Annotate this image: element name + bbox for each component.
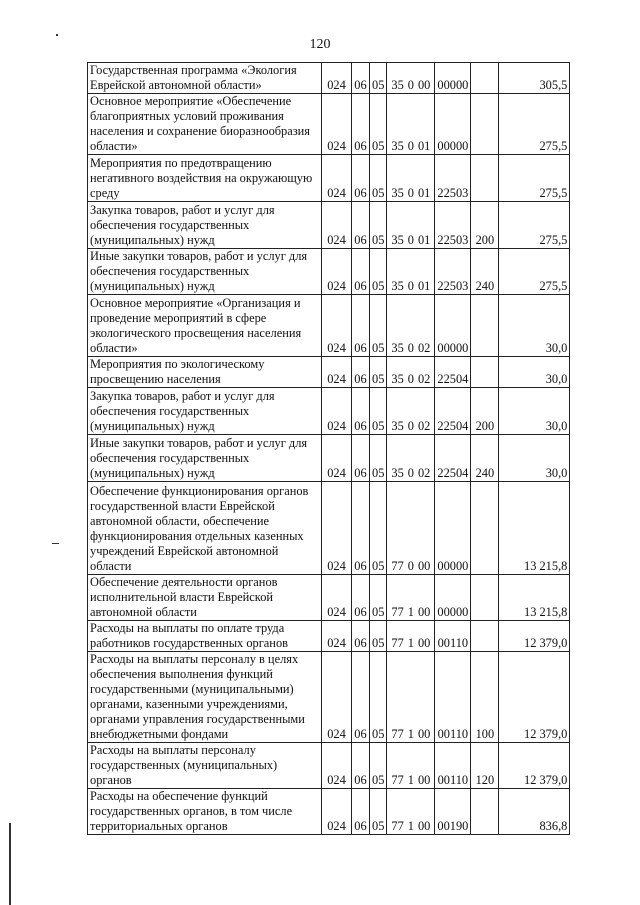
budget-table <box>87 62 570 835</box>
expense-type-cell <box>471 155 499 202</box>
description-text: Закупка товаров, работ и услуг для обеспечения государственных (муниципальных) нужд <box>90 389 275 433</box>
ministry-code-cell: 024 <box>322 63 352 94</box>
ministry-code-cell: 024 <box>322 482 352 575</box>
section-code-cell: 06 <box>352 357 370 388</box>
table-row <box>88 482 570 575</box>
subsection-code-cell: 05 <box>370 743 387 789</box>
expense-type-cell <box>471 357 499 388</box>
program-code-part: 00 <box>417 773 431 787</box>
program-code-part: 77 <box>391 727 404 741</box>
expense-type-cell: 200 <box>471 202 499 249</box>
program-code-part: 35 <box>391 139 404 153</box>
description-text: Обеспечение деятельности органов исполнительной власти Еврейской автономной области <box>90 575 278 619</box>
description-cell <box>88 202 322 249</box>
expense-type-cell <box>471 482 499 575</box>
section-code-cell: 06 <box>352 743 370 789</box>
program-code-part: 00 <box>417 78 431 92</box>
amount-cell: 13 215,8 <box>499 575 570 621</box>
program-code-part: 0 <box>407 559 414 573</box>
amount-cell: 12 379,0 <box>499 652 570 743</box>
program-code-part: 00 <box>417 727 431 741</box>
program-code-cell <box>387 652 435 743</box>
description-text: Иные закупки товаров, работ и услуг для обеспечения государственных (муниципальных) нужд <box>90 436 308 480</box>
program-code-cell <box>387 295 435 357</box>
expense-type-cell: 240 <box>471 249 499 295</box>
program-code-part: 02 <box>417 341 431 355</box>
ministry-code-cell: 024 <box>322 202 352 249</box>
amount-cell: 13 215,8 <box>499 482 570 575</box>
expense-type-cell: 120 <box>471 743 499 789</box>
table-row <box>88 621 570 652</box>
description-cell <box>88 63 322 94</box>
program-code-part: 0 <box>407 139 414 153</box>
program-code-part: 0 <box>407 419 414 433</box>
item-code-cell: 00000 <box>435 575 471 621</box>
program-code-part: 0 <box>407 186 414 200</box>
program-code-part: 1 <box>407 727 414 741</box>
description-text: Мероприятия по предотвращению негативного воздействия на окружающую среду <box>90 156 313 200</box>
program-code-part: 35 <box>391 372 404 386</box>
program-code-part: 35 <box>391 78 404 92</box>
table-row <box>88 789 570 835</box>
ministry-code-cell: 024 <box>322 94 352 155</box>
amount-cell: 30,0 <box>499 388 570 435</box>
amount-cell: 30,0 <box>499 357 570 388</box>
description-text: Расходы на обеспечение функций государственных органов, в том числе территориальных органов <box>90 789 293 833</box>
table-row <box>88 575 570 621</box>
program-code-cell <box>387 63 435 94</box>
program-code-part: 1 <box>407 819 414 833</box>
program-code-part: 77 <box>391 819 404 833</box>
item-code-cell: 00110 <box>435 652 471 743</box>
program-code-part: 00 <box>417 636 431 650</box>
item-code-cell: 00190 <box>435 789 471 835</box>
program-code-part: 02 <box>417 419 431 433</box>
subsection-code-cell: 05 <box>370 435 387 482</box>
section-code-cell: 06 <box>352 202 370 249</box>
description-cell <box>88 435 322 482</box>
table-row <box>88 357 570 388</box>
description-cell <box>88 155 322 202</box>
amount-cell: 12 379,0 <box>499 621 570 652</box>
description-text: Основное мероприятие «Организация и проведение мероприятий в сфере экологического просвещения населения области» <box>90 296 302 355</box>
table-row <box>88 435 570 482</box>
program-code-part: 02 <box>417 466 431 480</box>
subsection-code-cell: 05 <box>370 202 387 249</box>
program-code-part: 35 <box>391 466 404 480</box>
expense-type-cell <box>471 789 499 835</box>
subsection-code-cell: 05 <box>370 388 387 435</box>
item-code-cell: 22503 <box>435 202 471 249</box>
description-cell <box>88 295 322 357</box>
section-code-cell: 06 <box>352 155 370 202</box>
description-text: Иные закупки товаров, работ и услуг для обеспечения государственных (муниципальных) нужд <box>90 249 308 293</box>
subsection-code-cell: 05 <box>370 94 387 155</box>
program-code-part: 0 <box>407 233 414 247</box>
ministry-code-cell: 024 <box>322 295 352 357</box>
ministry-code-cell: 024 <box>322 575 352 621</box>
table-row <box>88 652 570 743</box>
section-code-cell: 06 <box>352 295 370 357</box>
item-code-cell: 22503 <box>435 249 471 295</box>
ministry-code-cell: 024 <box>322 388 352 435</box>
program-code-part: 0 <box>407 78 414 92</box>
subsection-code-cell: 05 <box>370 357 387 388</box>
amount-cell: 275,5 <box>499 94 570 155</box>
program-code-part: 0 <box>407 372 414 386</box>
program-code-part: 1 <box>407 605 414 619</box>
program-code-part: 35 <box>391 341 404 355</box>
expense-type-cell <box>471 575 499 621</box>
table-row <box>88 202 570 249</box>
program-code-part: 35 <box>391 279 404 293</box>
amount-cell: 275,5 <box>499 202 570 249</box>
program-code-part: 0 <box>407 466 414 480</box>
item-code-cell: 22503 <box>435 155 471 202</box>
description-text: Расходы на выплаты персоналу в целях обеспечения выполнения функций государственными (муниципальными) органами, казенными учреждениями, органами управления государственными внебюджетными фондами <box>90 652 305 741</box>
description-cell <box>88 94 322 155</box>
table-row <box>88 94 570 155</box>
section-code-cell: 06 <box>352 388 370 435</box>
program-code-part: 0 <box>407 341 414 355</box>
description-cell <box>88 249 322 295</box>
item-code-cell: 22504 <box>435 357 471 388</box>
expense-type-cell <box>471 295 499 357</box>
section-code-cell: 06 <box>352 435 370 482</box>
description-cell <box>88 388 322 435</box>
program-code-cell <box>387 435 435 482</box>
ministry-code-cell: 024 <box>322 652 352 743</box>
program-code-cell <box>387 357 435 388</box>
table-row <box>88 249 570 295</box>
expense-type-cell: 100 <box>471 652 499 743</box>
description-text: Расходы на выплаты персоналу государственных (муниципальных) органов <box>90 743 278 787</box>
table-row <box>88 155 570 202</box>
item-code-cell: 22504 <box>435 388 471 435</box>
ministry-code-cell: 024 <box>322 435 352 482</box>
expense-type-cell <box>471 63 499 94</box>
section-code-cell: 06 <box>352 63 370 94</box>
table-row <box>88 388 570 435</box>
program-code-part: 77 <box>391 773 404 787</box>
page-number: 120 <box>309 37 331 52</box>
program-code-cell <box>387 249 435 295</box>
program-code-cell <box>387 155 435 202</box>
program-code-cell <box>387 388 435 435</box>
ministry-code-cell: 024 <box>322 743 352 789</box>
program-code-part: 00 <box>417 559 431 573</box>
table-row <box>88 743 570 789</box>
program-code-cell <box>387 482 435 575</box>
program-code-cell <box>387 743 435 789</box>
description-text: Закупка товаров, работ и услуг для обеспечения государственных (муниципальных) нужд <box>90 203 275 247</box>
program-code-cell <box>387 575 435 621</box>
program-code-part: 01 <box>417 139 431 153</box>
description-cell <box>88 357 322 388</box>
ministry-code-cell: 024 <box>322 357 352 388</box>
description-text: Основное мероприятие «Обеспечение благоприятных условий проживания населения и сохранение биоразнообразия области» <box>90 94 310 153</box>
subsection-code-cell: 05 <box>370 155 387 202</box>
program-code-part: 1 <box>407 773 414 787</box>
item-code-cell: 00000 <box>435 482 471 575</box>
scan-mark-left-edge <box>9 823 11 905</box>
amount-cell: 30,0 <box>499 295 570 357</box>
ministry-code-cell: 024 <box>322 249 352 295</box>
table-row <box>88 295 570 357</box>
subsection-code-cell: 05 <box>370 482 387 575</box>
description-cell <box>88 789 322 835</box>
subsection-code-cell: 05 <box>370 621 387 652</box>
amount-cell: 275,5 <box>499 249 570 295</box>
section-code-cell: 06 <box>352 482 370 575</box>
expense-type-cell: 200 <box>471 388 499 435</box>
item-code-cell: 00110 <box>435 743 471 789</box>
amount-cell: 836,8 <box>499 789 570 835</box>
program-code-part: 01 <box>417 233 431 247</box>
description-text: Мероприятия по экологическому просвещению населения <box>90 357 265 386</box>
amount-cell: 275,5 <box>499 155 570 202</box>
scan-mark-top <box>56 34 58 36</box>
program-code-part: 01 <box>417 279 431 293</box>
item-code-cell: 00110 <box>435 621 471 652</box>
subsection-code-cell: 05 <box>370 249 387 295</box>
program-code-part: 02 <box>417 372 431 386</box>
subsection-code-cell: 05 <box>370 789 387 835</box>
program-code-cell <box>387 94 435 155</box>
section-code-cell: 06 <box>352 621 370 652</box>
subsection-code-cell: 05 <box>370 575 387 621</box>
subsection-code-cell: 05 <box>370 652 387 743</box>
section-code-cell: 06 <box>352 575 370 621</box>
program-code-part: 77 <box>391 605 404 619</box>
program-code-part: 35 <box>391 186 404 200</box>
expense-type-cell: 240 <box>471 435 499 482</box>
description-cell <box>88 743 322 789</box>
subsection-code-cell: 05 <box>370 295 387 357</box>
item-code-cell: 00000 <box>435 94 471 155</box>
program-code-part: 01 <box>417 186 431 200</box>
description-text: Обеспечение функционирования органов государственной власти Еврейской автономной области, обеспечение функционирования отдельных казенных учреждений Еврейской автономной области <box>90 484 309 573</box>
table-row <box>88 63 570 94</box>
program-code-cell <box>387 202 435 249</box>
program-code-part: 35 <box>391 419 404 433</box>
description-cell <box>88 482 322 575</box>
program-code-part: 77 <box>391 559 404 573</box>
program-code-part: 35 <box>391 233 404 247</box>
description-text: Государственная программа «Экология Еврейской автономной области» <box>90 63 297 92</box>
amount-cell: 305,5 <box>499 63 570 94</box>
section-code-cell: 06 <box>352 94 370 155</box>
item-code-cell: 00000 <box>435 295 471 357</box>
program-code-part: 00 <box>417 819 431 833</box>
item-code-cell: 00000 <box>435 63 471 94</box>
description-text: Расходы на выплаты по оплате труда работников государственных органов <box>90 621 288 650</box>
program-code-part: 00 <box>417 605 431 619</box>
ministry-code-cell: 024 <box>322 621 352 652</box>
program-code-cell <box>387 789 435 835</box>
ministry-code-cell: 024 <box>322 155 352 202</box>
scan-mark-mid <box>52 543 59 544</box>
program-code-part: 77 <box>391 636 404 650</box>
item-code-cell: 22504 <box>435 435 471 482</box>
expense-type-cell <box>471 94 499 155</box>
description-cell <box>88 575 322 621</box>
program-code-part: 1 <box>407 636 414 650</box>
program-code-cell <box>387 621 435 652</box>
amount-cell: 12 379,0 <box>499 743 570 789</box>
section-code-cell: 06 <box>352 249 370 295</box>
description-cell <box>88 621 322 652</box>
budget-table-body <box>88 63 570 835</box>
ministry-code-cell: 024 <box>322 789 352 835</box>
section-code-cell: 06 <box>352 652 370 743</box>
subsection-code-cell: 05 <box>370 63 387 94</box>
expense-type-cell <box>471 621 499 652</box>
program-code-part: 0 <box>407 279 414 293</box>
description-cell <box>88 652 322 743</box>
amount-cell: 30,0 <box>499 435 570 482</box>
section-code-cell: 06 <box>352 789 370 835</box>
